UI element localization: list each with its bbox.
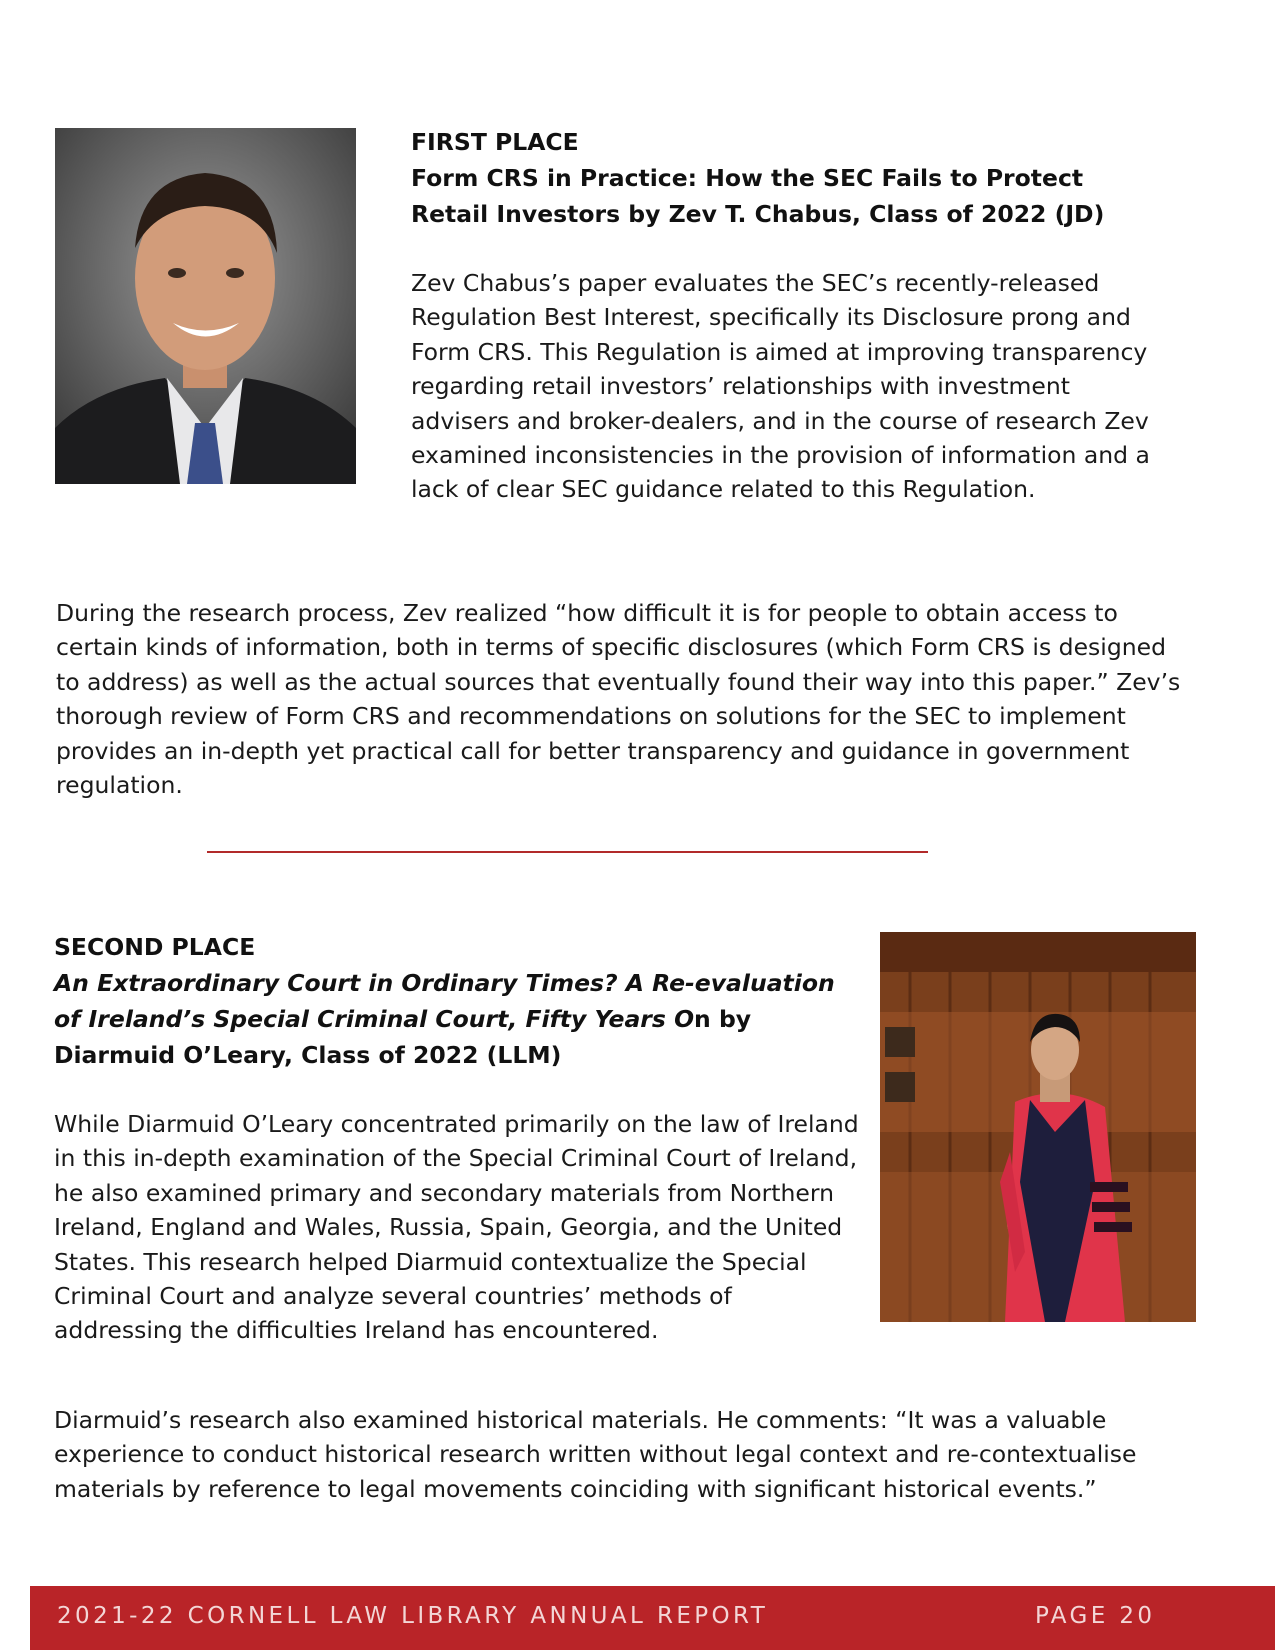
footer-page-number: PAGE 20 [1035,1603,1156,1629]
second-place-title-rest: n by Diarmuid O’Leary, Class of 2022 (LLM) [54,1005,752,1069]
section-divider [207,851,928,853]
zev-chabus-photo [55,128,356,484]
first-place-title-line1: Form CRS in Practice: How the SEC Fails to Protect [411,164,1084,192]
first-place-label: FIRST PLACE [411,128,579,156]
second-place-label: SECOND PLACE [54,933,256,961]
first-place-title-line2: Retail Investors by Zev T. Chabus, Class of 2022 (JD) [411,200,1105,228]
second-place-title [54,965,866,1073]
first-place-paragraph-1: Zev Chabus’s paper evaluates the SEC’s recently-released Regulation Best Interest, specifically its Disclosure prong and Form CRS. This Regulation is aimed at improving transparency regarding retail investors’ relationships with investment advisers and broker-dealers, and in the course of research Zev examined inconsistencies in the provision of information and a lack of clear SEC guidance related to this Regulation. [411,269,1150,504]
footer-report-title: 2021-22 CORNELL LAW LIBRARY ANNUAL REPORT [57,1603,769,1629]
second-place-heading [54,929,866,1073]
second-place-paragraph-1: While Diarmuid O’Leary concentrated primarily on the law of Ireland in this in-depth examination of the Special Criminal Court of Ireland, he also examined primary and secondary materials from Northern Ireland, England and Wales, Russia, Spain, Georgia, and the United States. This research helped Diarmuid contextualize the Special Criminal Court and analyze several countries’ methods of addressing the difficulties Ireland has encountered. [54,1110,859,1345]
second-place-title-italic: An Extraordinary Court in Ordinary Times? A Re-evaluation of Ireland’s Special Criminal Court, Fifty Years O [54,969,835,1033]
diarmuid-oleary-photo [880,932,1196,1322]
second-place-paragraph-2: Diarmuid’s research also examined historical materials. He comments: “It was a valuable experience to conduct historical research written without legal context and re-contextualise materials by reference to legal movements coinciding with significant historical events.” [54,1406,1137,1503]
footer-bar [30,1586,1275,1650]
first-place-heading [411,124,1141,232]
first-place-paragraph-2: During the research process, Zev realized “how difficult it is for people to obtain access to certain kinds of information, both in terms of specific disclosures (which Form CRS is designed to address) as well as the actual sources that eventually found their way into this paper.” Zev’s thorough review of Form CRS and recommendations on solutions for the SEC to implement provides an in-depth yet practical call for better transparency and guidance in government regulation. [56,599,1181,800]
